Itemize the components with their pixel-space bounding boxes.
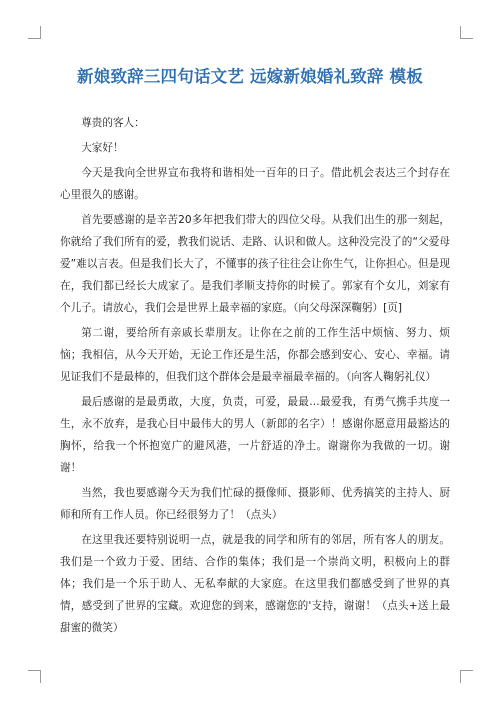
crop-mark-bottom-right	[460, 670, 473, 683]
crop-mark-top-right	[460, 26, 473, 39]
crop-mark-top-left	[28, 26, 41, 39]
paragraph-parents: 首先要感谢的是辛苦20多年把我们带大的四位父母。从我们出生的那一刻起，你就给了我们所有的爱，教我们说话、走路、认识和做人。这种没完没了的“父爱母爱”难以言表。但是我们长大了，不懂事的孩子往往会让你生气，让你担心。但是现在，我们都已经长大成家了。是我们孝顺支持你的时候了。郭家有个女儿，刘家有个儿子。请放心，我们会是世界上最幸福的家庭。（向父母深深鞠躬）[页]	[60, 214, 450, 314]
crop-mark-bottom-left	[28, 670, 41, 683]
salutation: 尊贵的客人：	[81, 117, 145, 129]
paragraph-relatives: 第二谢，要给所有亲戚长辈朋友。让你在之前的工作生活中烦恼、努力、烦恼；我相信，从今天开始，无论工作还是生活，你都会感到安心、安心、幸福。请见证我们不是最棒的，但我们这个群体会是最幸福最幸福的。（向客人鞠躬礼仪）	[60, 327, 450, 383]
document-body	[60, 112, 450, 642]
paragraph-friends: 在这里我还要特别说明一点，就是我的同学和所有的邻居，所有客人的朋友。我们是一个致力于爱、团结、合作的集体；我们是一个崇尚文明，积极向上的群体；我们是一个乐于助人、无私奉献的大家庭。在这里我们都感受到了世界的真情，感受到了世界的宝藏。欢迎您的到来，感谢您的'支持，谢谢！（点头+送上最甜蜜的微笑）	[60, 534, 450, 634]
paragraph-staff: 当然，我也要感谢今天为我们忙碌的摄像师、摄影师、优秀搞笑的主持人、厨师和所有工作人员。你已经很努力了！（点头）	[60, 487, 450, 521]
paragraph-intro: 今天是我向全世界宣布我将和谐相处一百年的日子。借此机会表达三个封存在心里很久的感谢。	[60, 167, 450, 201]
greeting: 大家好！	[81, 142, 124, 154]
document-title: 新娘致辞三四句话文艺 远嫁新娘婚礼致辞 模板	[77, 67, 423, 86]
paragraph-groom: 最后感谢的是最勇敢，大度，负责，可爱，最最…最爱我，有勇气携手共度一生，永不放弃，是我心目中最伟大的男人（新郎的名字）！感谢你愿意用最豁达的胸怀，给我一个怀抱宽广的避风港，一片舒适的净土。谢谢你为我做的一切。谢谢！	[60, 396, 450, 474]
